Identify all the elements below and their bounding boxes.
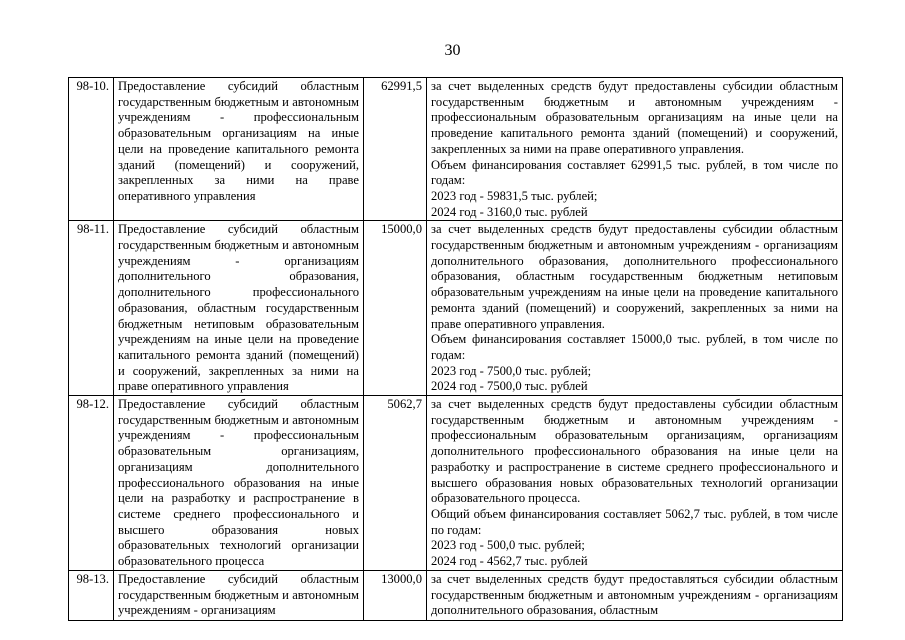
row-amount: 13000,0: [364, 570, 427, 620]
description-funding: Объем финансирования составляет 15000,0 тыс. рублей, в том числе по годам:: [431, 332, 838, 362]
row-name: Предоставление субсидий областным государственным бюджетным и автономным учреждениям - организациям: [114, 570, 364, 620]
row-description: [427, 396, 843, 571]
funding-year: 2024 год - 4562,7 тыс. рублей: [431, 554, 588, 569]
table-row: [69, 570, 843, 620]
funding-year: 2023 год - 59831,5 тыс. рублей;: [431, 188, 598, 203]
page-number: 30: [444, 42, 461, 59]
description-main: за счет выделенных средств будут предоставлены субсидии областным государственным бюджетным и автономным учреждениям - профессиональным образовательным организациям, организациям дополнительного профессионального образования на иные цели на разработку и распространение в системе среднего профессионального и высшего образования новых образовательных технологий организации образовательного процесса.: [431, 397, 838, 506]
description-main: за счет выделенных средств будут предоставляться субсидии областным государственным бюджетным и автономным учреждениям - организациям дополнительного образования, областным: [431, 571, 838, 618]
funding-year: 2024 год - 7500,0 тыс. рублей: [431, 379, 588, 394]
description-main: за счет выделенных средств будут предоставлены субсидии областным государственным бюджетным и автономным учреждениям - организациям дополнительного образования, дополнительного профессионального образования, областным государственным бюджетным нетиповым образовательным учреждениям на иные цели на проведение капитального ремонта зданий (помещений) и сооружений, закрепленных за ними на праве оперативного управления.: [431, 222, 838, 331]
row-amount: 5062,7: [364, 396, 427, 571]
row-number: 98-13.: [69, 570, 114, 620]
row-description: [427, 78, 843, 221]
table-row: [69, 221, 843, 396]
row-amount: 62991,5: [364, 78, 427, 221]
row-number: 98-11.: [69, 221, 114, 396]
row-number: 98-10.: [69, 78, 114, 221]
funding-year: 2023 год - 500,0 тыс. рублей;: [431, 538, 585, 553]
table-row: [69, 396, 843, 571]
row-description: [427, 221, 843, 396]
row-name: Предоставление субсидий областным государственным бюджетным и автономным учреждениям - профессиональным образовательным организациям, организациям дополнительного профессионального образования на иные цели на разработку и распространение в системе среднего профессионального и высшего образования новых образовательных технологий организации образовательного процесса: [114, 396, 364, 571]
row-description: [427, 570, 843, 620]
row-name: Предоставление субсидий областным государственным бюджетным и автономным учреждениям - профессиональным образовательным организациям на иные цели на проведение капитального ремонта зданий (помещений) и сооружений, закрепленных за ними на праве оперативного управления: [114, 78, 364, 221]
funding-year: 2024 год - 3160,0 тыс. рублей: [431, 204, 588, 219]
table-row: [69, 78, 843, 221]
row-number: 98-12.: [69, 396, 114, 571]
row-amount: 15000,0: [364, 221, 427, 396]
description-funding: Общий объем финансирования составляет 5062,7 тыс. рублей, в том числе по годам:: [431, 506, 838, 537]
row-name: Предоставление субсидий областным государственным бюджетным и автономным учреждениям - организациям дополнительного образования, дополнительного профессионального образования, областным государственным бюджетным нетиповым образовательным учреждениям на иные цели на проведение капитального ремонта зданий (помещений) и сооружений, закрепленных за ними на праве оперативного управления: [114, 221, 364, 396]
description-funding: Объем финансирования составляет 62991,5 тыс. рублей, в том числе по годам:: [431, 157, 838, 188]
funding-year: 2023 год - 7500,0 тыс. рублей;: [431, 363, 592, 378]
description-main: за счет выделенных средств будут предоставлены субсидии областным государственным бюджетным и автономным учреждениям - профессиональным образовательным организациям на иные цели на проведение капитального ремонта зданий (помещений) и сооружений, закрепленных за ними на праве оперативного управления.: [431, 79, 838, 156]
document-table: [68, 77, 843, 621]
